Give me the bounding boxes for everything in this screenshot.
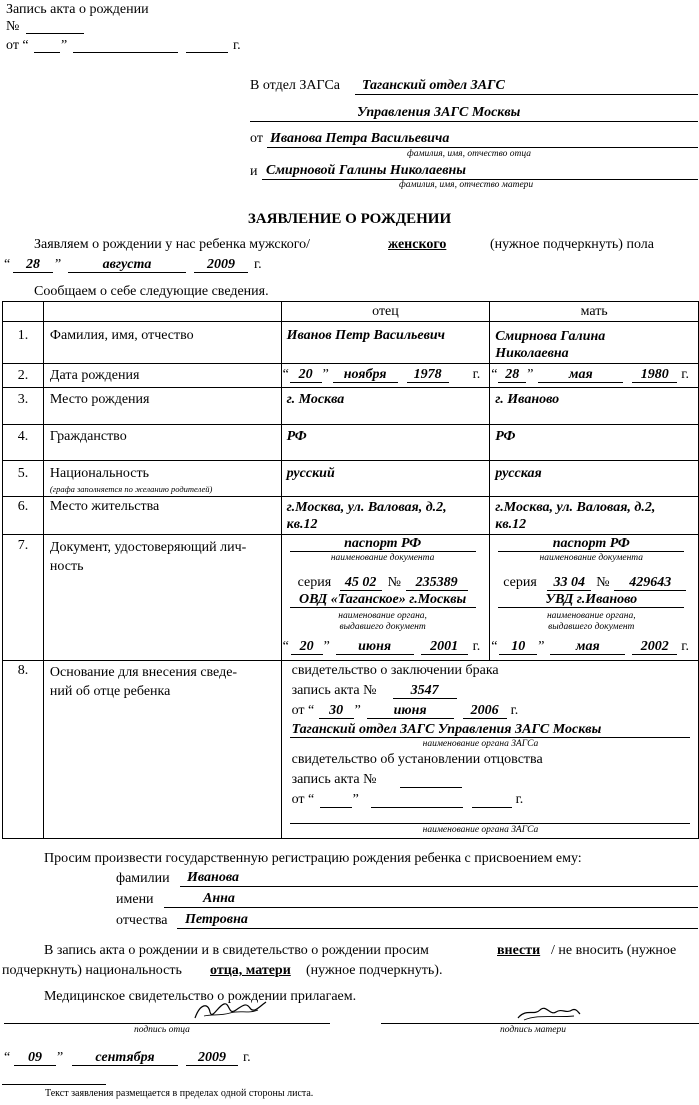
birth-year-suffix: г. [254,257,262,272]
record-number-line [26,33,84,34]
father-birthdate: “ 20 ” ноября 1978 г. [282,367,481,382]
sign-date-q-close: ” [57,1050,64,1065]
name-label: имени [116,892,154,907]
sign-day: 09 [28,1050,42,1065]
mother-citizenship: РФ [495,429,516,444]
nationality-enter: внести [497,943,541,958]
request-text: Просим произвести государственную регистрацию рождения ребенка с присвоением ему: [44,851,582,866]
father-signature-caption: подпись отца [134,1025,190,1035]
mother-residence: г.Москва, ул. Валовая, д.2, кв.12 [495,500,656,532]
row-label: Фамилия, имя, отчество [49,328,194,343]
paternity-basis: свидетельство о заключении брака запись акта № 3547 от “ 30 ” июня 2006 г. Таганский отдел ЗАГС Управления ЗАГС Москвы наименование органа ЗАГСа свидетельство об установлении отцовства запись акта № от “ ” г. наименование органа ЗАГСа [282,661,698,837]
office-name-1: Таганский отдел ЗАГС [362,78,505,93]
table-row [3,497,699,535]
and-label: и [250,164,258,179]
statement-female: женского [388,237,447,252]
nationality-part1: В запись акта о рождении и в свидетельство о рождении просим [44,943,429,958]
child-surname: Иванова [187,870,239,885]
father-fullname: Иванов Петр Васильевич [286,328,446,343]
sign-month: сентября [95,1050,155,1065]
parents-info-table [2,301,699,839]
row-label: Место рождения [49,392,150,407]
birth-date-q-open: “ [4,257,11,272]
row-number: 1. [17,328,29,343]
child-name: Анна [203,891,235,906]
record-date-quote: ” [61,38,68,53]
table-row [3,388,699,425]
header-empty-label [43,302,281,322]
record-header: Запись акта о рождении [6,2,149,17]
header-father: отец [281,302,490,322]
info-intro: Сообщаем о себе следующие сведения. [34,284,269,299]
row-label: Дата рождения [49,368,140,383]
mother-name: Смирновой Галины Николаевны [266,163,466,178]
row-label: Основание для внесения сведе- ний об отце ребенка [49,665,238,699]
surname-line [180,886,698,887]
row-number: 3. [17,392,29,407]
father-residence: г.Москва, ул. Валовая, д.2, кв.12 [286,500,447,532]
mother-signature-line [381,1023,699,1024]
father-nationality: русский [286,466,335,481]
statement-part1: Заявляем о рождении у нас ребенка мужского/ [34,237,310,252]
father-citizenship: РФ [286,429,307,444]
table-row [3,425,699,461]
mother-birthplace: г. Иваново [495,392,560,407]
table-row [3,364,699,388]
birth-year: 2009 [207,257,235,272]
attachment-note: Медицинское свидетельство о рождении прилагаем. [44,989,357,1004]
nationality-parents: отца, матери [210,963,291,978]
mother-signature-caption: подпись матери [500,1025,566,1035]
record-month-line [73,52,178,53]
document-title: ЗАЯВЛЕНИЕ О РОЖДЕНИИ [247,211,452,227]
from-label: от [250,131,263,146]
row-number: 8. [17,663,29,678]
father-birthplace: г. Москва [286,392,345,407]
row-number: 6. [17,499,29,514]
sign-year-suffix: г. [243,1050,251,1065]
nationality-line2-part2: (нужное подчеркнуть). [306,963,443,978]
row-number: 4. [17,429,29,444]
name-line [164,907,698,908]
table-row [3,461,699,497]
birth-day: 28 [26,257,40,272]
row-label: Документ, удостоверяющий лич- ность [49,540,247,574]
mother-birthdate: “ 28 ” мая 1980 г. [491,367,689,382]
table-row [3,535,699,661]
father-name-line [267,147,698,148]
birth-date-q-close: ” [55,257,62,272]
table-row [3,661,699,839]
header-empty-num [3,302,44,322]
mother-id-document: паспорт РФ наименование документа серия 33 04 № 429643 УВД г.Иваново наименование органа, выдавшего документ “ 10 ” мая 2002 г. [491,536,689,654]
father-name-caption: фамилия, имя, отчество отца [407,149,532,159]
father-name: Иванова Петра Васильевича [270,131,450,146]
birth-month: августа [102,257,152,272]
footnote: Текст заявления размещается в пределах одной стороны листа. [45,1088,314,1099]
office-name-2: Управления ЗАГС Москвы [357,105,521,120]
statement-part2: (нужное подчеркнуть) пола [490,237,654,252]
row-number: 7. [17,538,29,553]
mother-name-caption: фамилия, имя, отчество матери [399,180,534,190]
mother-nationality: русская [495,466,542,481]
row-label: Место жительства [49,499,160,514]
nationality-part2: / не вносить (нужное [551,943,677,958]
header-mother: мать [490,302,699,322]
child-patronymic: Петровна [185,912,248,927]
patronymic-label: отчества [116,913,168,928]
record-year-line [186,52,228,53]
row-label: Национальность (графа заполняется по желанию родителей) [49,466,213,494]
sign-date-q-open: “ [4,1050,11,1065]
record-number-label: № [6,19,20,34]
row-number: 2. [17,368,29,383]
footnote-rule [2,1084,106,1085]
patronymic-line [177,928,698,929]
office-line1 [355,94,698,95]
row-label: Гражданство [49,429,127,444]
record-date-prefix: от “ [6,38,29,53]
record-date-suffix: г. [233,38,241,53]
record-day-line [34,52,60,53]
mother-fullname: Смирнова Галина Николаевна [495,329,606,361]
nationality-line2-part1: подчеркнуть) национальность [2,963,182,978]
to-label: В отдел ЗАГСа [250,78,340,93]
office-line2 [250,121,698,122]
father-id-document: паспорт РФ наименование документа серия 45 02 № 235389 ОВД «Таганское» г.Москвы наименование органа, выдавшего документ “ 20 ” июня 2001 г. [282,536,481,654]
table-row [3,322,699,364]
surname-label: фамилии [116,871,170,886]
sign-year: 2009 [198,1050,226,1065]
father-signature-icon [190,996,270,1026]
row-number: 5. [17,466,29,481]
father-signature-line [4,1023,330,1024]
